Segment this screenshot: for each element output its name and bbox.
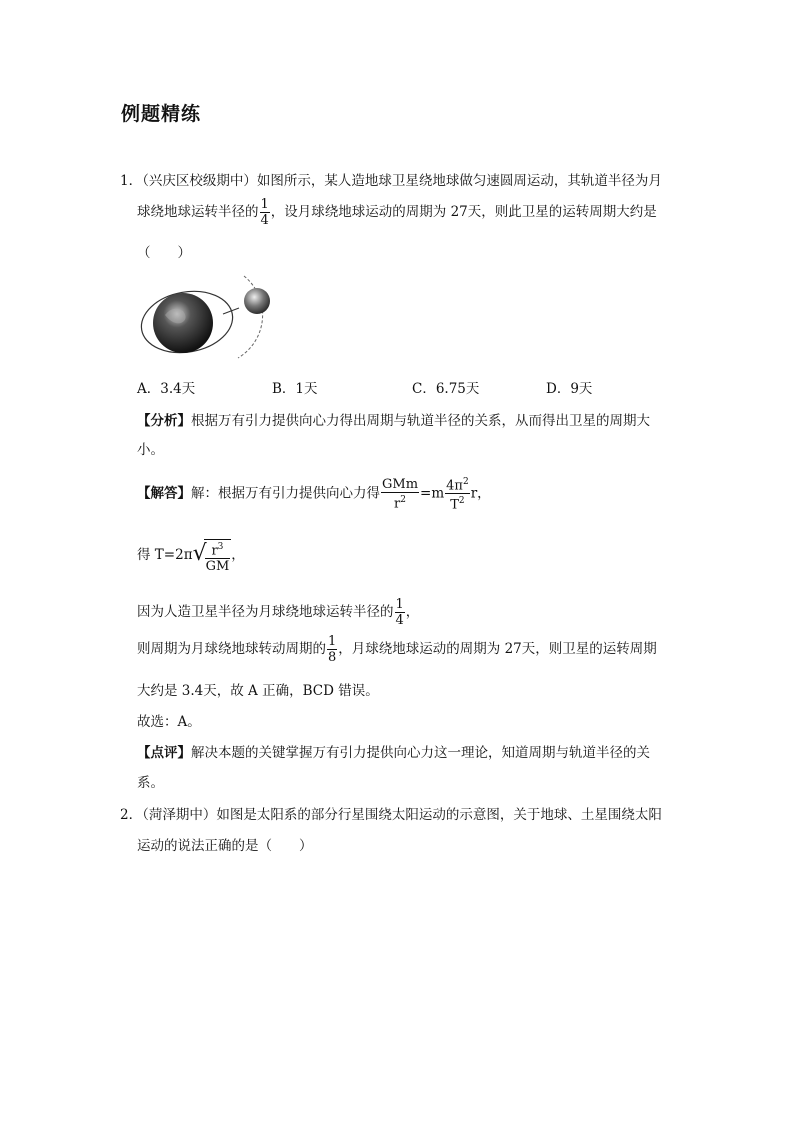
eq2-den: $T^2$ [450, 496, 465, 513]
reason-a-fraction: $\frac{1}{4}$ [395, 597, 404, 628]
eq1-fraction [381, 477, 419, 511]
q1-line1 [120, 169, 662, 189]
eq1-mid: =m [420, 485, 445, 502]
q2-line1 [120, 803, 662, 823]
reason-b-pre: 则周期为月球绕地球转动周期的 [137, 641, 326, 657]
q1-reason-line1 [137, 597, 419, 628]
q1-option-c: C．6.75天 [412, 381, 480, 397]
eq-post: r， [470, 485, 491, 502]
frac-den: 4 [260, 213, 269, 228]
q2-number: 2． [120, 807, 143, 823]
eq2-fraction [445, 475, 470, 513]
q1-option-b: B．1天 [272, 381, 318, 397]
sqrt-expression: √ $\frac{r^3}{GM}$ [192, 541, 230, 575]
q1-fraction [260, 197, 270, 228]
q1-comment-line1 [137, 741, 650, 761]
comment-text-1: 解决本题的关键掌握万有引力提供向心力这一理论，知道周期与轨道半径的关 [191, 745, 650, 761]
q1-stem-line2-post: ，设月球绕地球运动的周期为 27天，则此卫星的运转周期大约是 [270, 204, 657, 220]
q1-answer-line [137, 475, 491, 513]
q2-line2: 运动的说法正确的是（ ） [137, 838, 313, 854]
eq1-den: $r^2$ [394, 494, 406, 511]
q2-stem-line1: （菏泽期中）如图是太阳系的部分行星围绕太阳运动的示意图，关于地球、土星围绕太阳 [142, 807, 662, 823]
q1-sqrt-line [137, 537, 245, 574]
comment-label: 【点评】 [137, 745, 191, 761]
sqrt-post: ， [231, 547, 245, 564]
q1-analysis-line1 [137, 409, 650, 429]
q1-choice: 故选：A。 [137, 714, 201, 730]
reason-a-text: 因为人造卫星半径为月球绕地球运转半径的 [137, 604, 394, 620]
earth-icon [153, 293, 213, 353]
q1-figure [135, 270, 275, 365]
sqrt-pre: 得 T=2π [137, 547, 193, 564]
eq1-num: GMm [382, 476, 419, 492]
q1-option-a: A．3.4天 [137, 381, 196, 397]
q1-stem-line2-pre: 球绕地球运转半径的 [137, 204, 259, 220]
frac-num: 1 [260, 197, 269, 212]
answer-pre: 解：根据万有引力提供向心力得 [191, 485, 380, 502]
moon-icon [244, 288, 270, 314]
q1-reason-line3: 大约是 3.4天，故 A 正确，BCD 错误。 [137, 683, 379, 699]
analysis-text-1: 根据万有引力提供向心力得出周期与轨道半径的关系，从而得出卫星的周期大 [191, 413, 650, 429]
q1-comment-line2: 系。 [137, 775, 164, 791]
q1-line2 [137, 197, 657, 228]
q1-number: 1． [120, 173, 143, 189]
reason-b-fraction: $\frac{1}{8}$ [328, 634, 337, 665]
section-title: 例题精练 [121, 103, 202, 125]
q1-stem-line1: （兴庆区校级期中）如图所示，某人造地球卫星绕地球做匀速圆周运动，其轨道半径为月 [142, 173, 662, 189]
reason-b-post: ，月球绕地球运动的周期为 27天，则卫星的运转周期 [338, 641, 657, 657]
q1-analysis-line2: 小。 [137, 442, 164, 458]
answer-label: 【解答】 [137, 485, 191, 502]
analysis-label: 【分析】 [137, 413, 191, 429]
q1-reason-line2 [137, 634, 657, 665]
q1-paren: （ ） [137, 245, 191, 261]
reason-a-post: ， [405, 604, 420, 620]
q1-option-d: D．9天 [546, 381, 593, 397]
eq2-num: $4\pi^2$ [446, 477, 469, 494]
